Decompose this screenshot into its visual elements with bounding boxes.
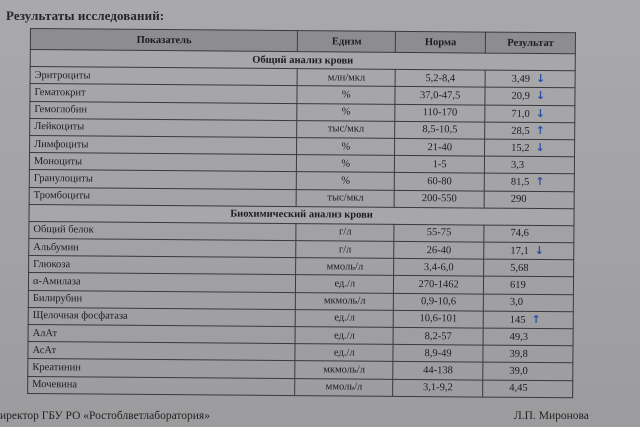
unit-cell: % — [297, 138, 395, 156]
result-cell — [484, 242, 574, 260]
indicator-cell: Глюкоза — [29, 256, 297, 275]
norm-cell: 26-40 — [394, 241, 484, 259]
unit-cell: ед./л — [296, 275, 394, 293]
result-cell — [485, 139, 575, 157]
section-title: Общий анализ крови — [30, 50, 575, 71]
arrow-down-icon: ↓ — [535, 89, 546, 103]
norm-cell: 37,0-47,5 — [395, 87, 485, 105]
unit-cell: тыс/мкл — [297, 189, 395, 207]
unit-cell: г/л — [296, 223, 394, 241]
result-cell — [485, 70, 575, 88]
unit-cell: % — [297, 155, 395, 173]
result-cell — [483, 362, 573, 380]
result-cell — [484, 259, 574, 277]
indicator-cell: Лимфоциты — [30, 135, 298, 154]
column-header-result: Результат — [485, 32, 575, 54]
result-value: 81,5 — [510, 177, 530, 189]
arrow-up-icon: ↑ — [535, 175, 545, 189]
unit-cell: ммоль/л — [296, 258, 394, 276]
column-header-norm: Норма — [396, 31, 486, 53]
section-title: Биохимический анализ крови — [29, 204, 574, 225]
result-value: 3,3 — [510, 159, 525, 171]
indicator-cell: Лейкоциты — [30, 118, 298, 137]
unit-cell: % — [297, 86, 395, 104]
result-value: 5,68 — [510, 262, 529, 274]
result-cell — [484, 277, 574, 295]
arrow-up-icon: ↑ — [535, 123, 545, 137]
indicator-cell: Гранулоциты — [29, 170, 297, 189]
result-cell — [485, 122, 575, 140]
norm-cell: 1-5 — [395, 155, 485, 173]
norm-cell: 3,1-9,2 — [393, 379, 483, 397]
result-value: 4,45 — [509, 382, 528, 395]
result-value: 74,6 — [510, 228, 529, 240]
unit-cell: % — [297, 103, 395, 121]
result-value: 28,5 — [511, 125, 530, 137]
table-body — [28, 50, 576, 398]
indicator-cell: Гематокрит — [30, 84, 298, 103]
indicator-cell: Мочевина — [28, 376, 296, 395]
norm-cell: 8,2-57 — [393, 327, 483, 345]
result-cell — [484, 173, 574, 191]
unit-cell: мкмоль/л — [296, 292, 394, 310]
norm-cell: 8,9-49 — [393, 345, 483, 363]
unit-cell: тыс/мкл — [297, 120, 395, 138]
unit-cell: ед./л — [295, 327, 393, 345]
arrow-down-icon: ↓ — [535, 141, 545, 155]
result-cell — [483, 328, 573, 346]
norm-cell: 21-40 — [395, 138, 485, 156]
indicator-cell: Билирубин — [28, 290, 296, 309]
norm-cell: 110-170 — [395, 104, 485, 122]
indicator-cell: Моноциты — [29, 153, 297, 172]
result-value: 39,8 — [509, 348, 528, 360]
norm-cell: 55-75 — [394, 224, 484, 242]
indicator-cell: Тромбоциты — [29, 187, 297, 206]
result-value: 15,2 — [511, 142, 530, 154]
indicator-cell: АсАт — [28, 342, 296, 361]
result-cell — [484, 225, 574, 243]
result-cell — [483, 294, 573, 312]
indicator-cell: α-Амилаза — [28, 273, 296, 292]
indicator-cell: Щелочная фосфатаза — [28, 307, 296, 326]
arrow-down-icon: ↓ — [534, 244, 544, 258]
result-value: 17,1 — [510, 245, 529, 258]
unit-cell: г/л — [296, 241, 394, 259]
result-value: 49,3 — [509, 331, 529, 343]
indicator-cell: Эритроциты — [30, 67, 298, 86]
result-cell — [484, 156, 574, 174]
signatory-name: Л.П. Миронова — [514, 410, 589, 422]
result-cell — [484, 191, 574, 209]
result-value: 145 — [509, 314, 526, 326]
result-value: 3,49 — [511, 74, 531, 86]
unit-cell: % — [297, 172, 395, 190]
director-signature-line: иректор ГБУ РО «Ростоблветлаборатория» — [0, 410, 210, 422]
page-heading: Результаты исследований: — [6, 8, 165, 23]
result-value: 619 — [510, 279, 526, 291]
result-cell — [483, 380, 573, 398]
table-row — [28, 376, 573, 397]
unit-cell: ммоль/л — [295, 378, 393, 396]
norm-cell: 3,4-6,0 — [394, 259, 484, 277]
result-cell — [485, 105, 575, 123]
result-value: 20,9 — [511, 91, 530, 103]
norm-cell: 8,5-10,5 — [395, 121, 485, 139]
norm-cell: 10,6-101 — [393, 310, 483, 328]
results-table — [27, 28, 576, 398]
unit-cell: млн/мкл — [297, 69, 395, 87]
arrow-down-icon: ↓ — [536, 72, 546, 86]
norm-cell: 0,9-10,6 — [394, 293, 484, 311]
indicator-cell: Гемоглобин — [30, 101, 298, 120]
result-cell — [483, 311, 573, 329]
indicator-cell: Общий белок — [29, 221, 297, 240]
indicator-cell: Альбумин — [29, 239, 297, 258]
indicator-cell: АлАт — [28, 324, 296, 343]
norm-cell: 5,2-8,4 — [395, 70, 485, 88]
norm-cell: 60-80 — [394, 173, 484, 191]
result-value: 39,0 — [509, 365, 528, 377]
result-value: 290 — [510, 193, 527, 205]
column-header-indicator: Показатель — [30, 29, 298, 52]
result-value: 3,0 — [509, 296, 524, 309]
indicator-cell: Креатинин — [28, 359, 296, 378]
arrow-up-icon: ↑ — [531, 312, 541, 326]
result-cell — [483, 345, 573, 363]
norm-cell: 44-138 — [393, 362, 483, 380]
norm-cell: 200-550 — [394, 190, 484, 208]
unit-cell: ед./л — [296, 309, 394, 327]
result-cell — [485, 87, 575, 105]
arrow-down-icon: ↓ — [535, 106, 546, 120]
norm-cell: 270-1462 — [394, 276, 484, 294]
column-header-unit: Едизм — [298, 31, 396, 53]
result-value: 71,0 — [511, 108, 530, 120]
unit-cell: мкмоль/л — [295, 361, 393, 379]
unit-cell: ед./л — [295, 344, 393, 362]
